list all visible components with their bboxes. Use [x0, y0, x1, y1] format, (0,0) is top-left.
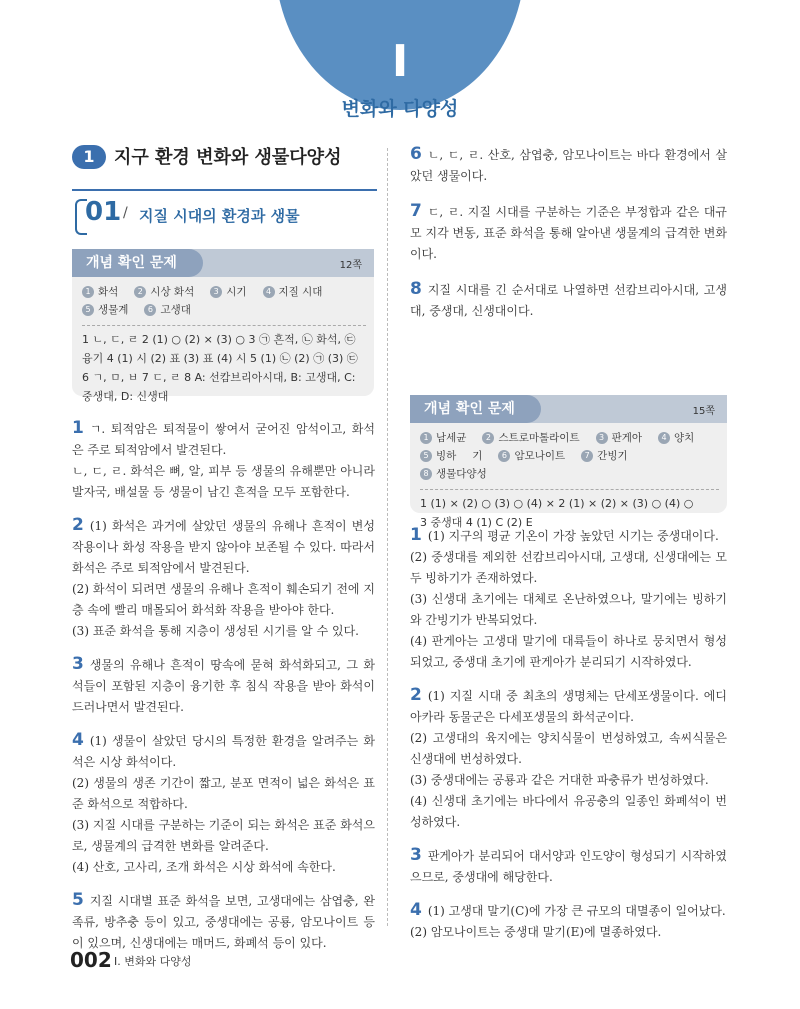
keyword-text: 판게아 [611, 432, 643, 444]
question-number: 7 [410, 201, 422, 221]
answer-line [72, 654, 375, 718]
keyword-item [134, 283, 194, 301]
answer-line [72, 461, 375, 503]
answer-line [72, 515, 375, 579]
answer-text: ㄴ, ㄷ, ㄹ. 화석은 뼈, 알, 피부 등 생물의 유해뿐만 아니라 발자국, 배설물 등 생물이 남긴 흔적을 모두 포함한다. [72, 464, 375, 499]
keyword-number-badge: 2 [134, 286, 146, 298]
answer-line [410, 144, 727, 187]
question-number: 1 [72, 418, 84, 438]
answer-line [72, 418, 375, 461]
right-answer-column-bottom [410, 525, 727, 955]
answer-line: 융기 4 (1) 시 (2) 표 (3) 표 (4) 시 5 (1) ㉡ (2) ㉠ (3) ㉢ [82, 352, 358, 365]
answer-line [72, 857, 375, 878]
keyword-text: 화석 [98, 286, 119, 298]
keyword-number-badge: 7 [581, 450, 593, 462]
answer-text: (2) 화석이 되려면 생물의 유해나 흔적이 훼손되기 전에 지층 속에 빨리 매몰되어 화석화 작용을 받아야 한다. [72, 582, 375, 617]
keyword-item [482, 429, 579, 447]
keyword-item [472, 447, 482, 465]
unit-title: 변화와 다양성 [341, 98, 459, 120]
keyword-number-badge: 8 [420, 468, 432, 480]
answer-text: (2) 생물의 생존 기간이 짧고, 분포 면적이 넓은 화석은 표준 화석으로 적합하다. [72, 776, 375, 811]
keyword-item [596, 429, 642, 447]
question-number: 2 [410, 685, 422, 705]
dashed-divider [420, 489, 719, 490]
answer-line [72, 815, 375, 857]
subsection-slash: / [123, 205, 128, 221]
concept-check-header [410, 395, 727, 423]
keyword-item [420, 447, 456, 465]
answer-text: (1) 고생대 말기(C)에 가장 큰 규모의 대멸종이 일어났다. [427, 904, 726, 918]
answer-line [410, 845, 727, 888]
left-answer-column [72, 418, 375, 966]
answer-text: ㄴ, ㄷ, ㄹ. 산호, 삼엽충, 암모나이트는 바다 환경에서 살았던 생물이다. [410, 148, 727, 183]
keyword-text: 양치 [674, 432, 695, 444]
answer-line: 6 ㄱ, ㅁ, ㅂ 7 ㄷ, ㄹ 8 A: 선캄브리아시대, B: 고생대, C: [82, 371, 356, 384]
column-divider [387, 148, 388, 926]
keyword-list [82, 283, 366, 319]
answer-line [410, 728, 727, 770]
answer-text: 지질 시대를 긴 순서대로 나열하면 선캄브리아시대, 고생대, 중생대, 신생대이다. [410, 283, 727, 318]
concept-check-page: 15쪽 [692, 406, 715, 417]
concept-check-box-1 [72, 249, 374, 403]
answer-line [410, 791, 727, 833]
subsection-heading [75, 197, 377, 237]
keyword-item [420, 465, 487, 483]
question-number: 4 [72, 730, 84, 750]
subsection-number: 01 [85, 197, 122, 227]
answer-text: 판게아가 분리되어 대서양과 인도양이 형성되기 시작하였으므로, 중생대에 해당한다. [410, 849, 727, 884]
question-number: 4 [410, 900, 422, 920]
section-rule [72, 189, 377, 191]
section-heading [72, 143, 377, 173]
keyword-list [420, 429, 719, 483]
answer-line: 중생대, D: 신생대 [82, 390, 169, 403]
keyword-number-badge: 5 [420, 450, 432, 462]
answer-line [410, 525, 727, 547]
answer-line: 1 ㄴ, ㄷ, ㄹ 2 (1) ○ (2) × (3) ○ 3 ㉠ 흔적, ㉡ 화석, ㉢ [82, 333, 356, 346]
keyword-number-badge: 5 [82, 304, 94, 316]
answer-line [410, 589, 727, 631]
answer-text: (4) 산호, 고사리, 조개 화석은 시상 화석에 속한다. [72, 860, 336, 874]
answer-text: (3) 중생대에는 공룡과 같은 거대한 파충류가 번성하였다. [410, 773, 709, 787]
answer-line [410, 922, 727, 943]
answer-line [72, 579, 375, 621]
answer-paragraph [72, 654, 375, 718]
answer-line [410, 770, 727, 791]
keyword-text: 고생대 [160, 304, 191, 316]
answer-line [72, 773, 375, 815]
keyword-number-badge: 1 [82, 286, 94, 298]
question-number: 8 [410, 279, 422, 299]
answer-line [410, 631, 727, 673]
answer-paragraph [410, 685, 727, 833]
section-title: 지구 환경 변화와 생물다양성 [114, 147, 342, 168]
keyword-item [420, 429, 466, 447]
answer-line [72, 730, 375, 773]
keyword-text: 시기 [226, 286, 247, 298]
keyword-number-badge: 4 [658, 432, 670, 444]
answer-paragraph [410, 201, 727, 265]
keyword-number-badge: 6 [144, 304, 156, 316]
keyword-text: 생물다양성 [436, 468, 487, 480]
keyword-item [581, 447, 627, 465]
answer-text: (2) 고생대의 육지에는 양치식물이 번성하였고, 속씨식물은 신생대에 번성하였다. [410, 731, 727, 766]
answer-text: (3) 지질 시대를 구분하는 기준이 되는 화석은 표준 화석으로, 생물계의 급격한 변화를 알려준다. [72, 818, 375, 853]
answer-text: (1) 생물이 살았던 당시의 특정한 환경을 알려주는 화석은 시상 화석이다. [72, 734, 375, 769]
answer-paragraph [72, 730, 375, 878]
question-number: 5 [72, 890, 84, 910]
keyword-number-badge: 2 [482, 432, 494, 444]
keyword-text: 암모나이트 [514, 450, 566, 462]
answer-line [410, 685, 727, 728]
answer-paragraph [72, 515, 375, 642]
question-number: 6 [410, 144, 422, 164]
answer-text: (2) 암모나이트는 중생대 말기(E)에 멸종하였다. [410, 925, 662, 939]
keyword-item [263, 283, 323, 301]
answer-line [410, 547, 727, 589]
keyword-item [498, 447, 565, 465]
answer-text: (1) 지질 시대 중 최초의 생명체는 단세포생물이다. 에디아카라 동물군은 다세포생물의 화석군이다. [410, 689, 727, 724]
keyword-item [658, 429, 694, 447]
answer-text: ㄷ, ㄹ. 지질 시대를 구분하는 기준은 부정합과 같은 대규모 지각 변동, 표준 화석을 통해 알아낸 생물계의 급격한 변화이다. [410, 205, 727, 261]
concept-check-box-2 [410, 395, 727, 529]
concept-check-title: 개념 확인 문제 [72, 249, 203, 277]
answer-text: (4) 판게아는 고생대 말기에 대륙들이 하나로 뭉치면서 형성되었고, 중생대 초기에 판게아가 분리되기 시작하였다. [410, 634, 727, 669]
question-number: 1 [410, 525, 422, 545]
answer-paragraph [72, 418, 375, 503]
answer-line [410, 201, 727, 265]
answer-text: ㄱ. 퇴적암은 퇴적물이 쌓여서 굳어진 암석이고, 화석은 주로 퇴적암에서 발견된다. [72, 422, 375, 457]
keyword-number-badge: 3 [210, 286, 222, 298]
right-answer-column-top [410, 144, 727, 336]
answer-text: (3) 표준 화석을 통해 지층이 생성된 시기를 알 수 있다. [72, 624, 359, 638]
keyword-text: 간빙기 [597, 450, 628, 462]
concept-check-page: 12쪽 [339, 260, 362, 271]
keyword-text: 생물계 [98, 304, 129, 316]
answer-paragraph [410, 900, 727, 943]
question-number: 3 [72, 654, 84, 674]
concept-check-header [72, 249, 374, 277]
footer-unit-label: I. 변화와 다양성 [114, 955, 192, 968]
page-number: 002 [70, 948, 112, 972]
answer-text: (2) 중생대를 제외한 선캄브리아시대, 고생대, 신생대에는 모두 빙하기가 존재하였다. [410, 550, 727, 585]
answer-line [72, 890, 375, 954]
keyword-number-badge: 6 [498, 450, 510, 462]
answer-paragraph [410, 525, 727, 673]
answer-paragraph [410, 845, 727, 888]
keyword-item [82, 301, 128, 319]
keyword-text: 스트로마톨라이트 [498, 432, 580, 444]
answer-text: 생물의 유해나 흔적이 땅속에 묻혀 화석화되고, 그 화석들이 포함된 지층이 융기한 후 침식 작용을 받아 화석이 드러나면서 발견된다. [72, 658, 375, 714]
section-number-badge: 1 [72, 145, 106, 169]
keyword-text: 기 [472, 450, 483, 462]
answer-line: 1 (1) × (2) ○ (3) ○ (4) × 2 (1) × (2) × (3) ○ (4) ○ [420, 497, 694, 510]
answer-text: (3) 신생대 초기에는 대체로 온난하였으나, 말기에는 빙하기와 간빙기가 반복되었다. [410, 592, 727, 627]
keyword-number-badge: 1 [420, 432, 432, 444]
keyword-text: 시상 화석 [150, 286, 195, 298]
answer-paragraph [410, 144, 727, 187]
answer-paragraph [72, 890, 375, 954]
answer-line: 3 중생대 4 (1) C (2) E [420, 516, 533, 529]
keyword-item [210, 283, 246, 301]
subsection-title: 지질 시대의 환경과 생물 [139, 207, 300, 225]
answer-list [82, 330, 366, 406]
keyword-number-badge: 4 [263, 286, 275, 298]
keyword-number-badge: 3 [596, 432, 608, 444]
keyword-item [82, 283, 118, 301]
keyword-text: 빙하 [436, 450, 457, 462]
answer-text: 지질 시대별 표준 화석을 보면, 고생대에는 삼엽충, 완족류, 방추충 등이 있고, 중생대에는 공룡, 암모나이트 등이 있으며, 신생대에는 매머드, 화폐석 등이 있다. [72, 894, 375, 950]
dashed-divider [82, 325, 366, 326]
keyword-text: 지질 시대 [278, 286, 323, 298]
question-number: 2 [72, 515, 84, 535]
answer-text: (1) 화석은 과거에 살았던 생물의 유해나 흔적이 변성 작용이나 화성 작용을 받지 않아야 보존될 수 있다. 따라서 화석은 주로 퇴적암에서 발견된다. [72, 519, 375, 575]
keyword-text: 남세균 [436, 432, 467, 444]
answer-line [410, 279, 727, 322]
answer-text: (4) 신생대 초기에는 바다에서 유공충의 일종인 화폐석이 번성하였다. [410, 794, 727, 829]
unit-roman-numeral: I [391, 36, 409, 87]
answer-paragraph [410, 279, 727, 322]
answer-text: (1) 지구의 평균 기온이 가장 높았던 시기는 중생대이다. [427, 529, 719, 543]
keyword-item [144, 301, 190, 319]
question-number: 3 [410, 845, 422, 865]
answer-line [72, 621, 375, 642]
concept-check-title: 개념 확인 문제 [410, 395, 541, 423]
answer-line [410, 900, 727, 922]
